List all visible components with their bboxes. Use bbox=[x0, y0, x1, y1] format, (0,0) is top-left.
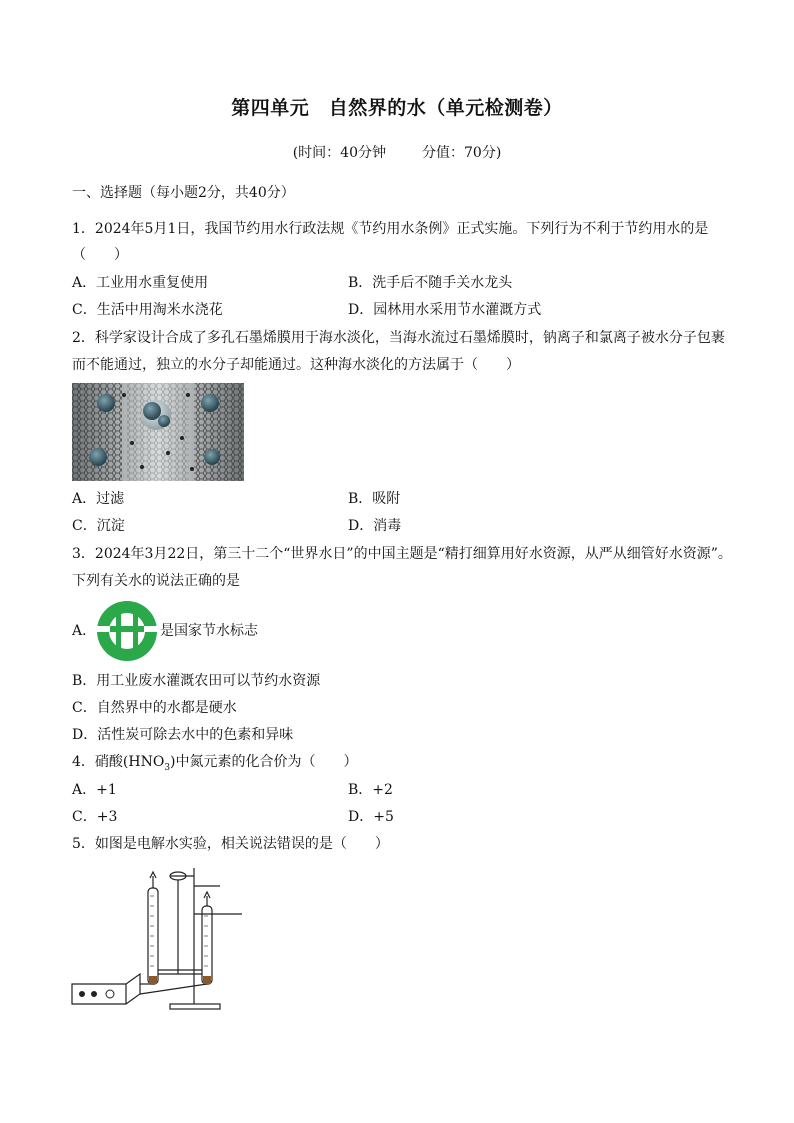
q2-option-b: B．吸附 bbox=[348, 491, 401, 507]
water-saving-logo-icon bbox=[96, 600, 158, 662]
q3-option-a-text: 是国家节水标志 bbox=[160, 623, 258, 639]
q1-stem-line2: （ ） bbox=[72, 247, 128, 263]
q4-option-c: C．+3 bbox=[72, 809, 118, 825]
q1-stem-line1: 1．2024年5月1日，我国节约用水行政法规《节约用水条例》正式实施。下列行为不利于节约用水的是 bbox=[72, 221, 709, 237]
time-info: (时间：40分钟 bbox=[292, 145, 386, 161]
q4-option-d: D．+5 bbox=[348, 809, 394, 825]
page-title: 第四单元 自然界的水（单元检测卷） bbox=[231, 97, 563, 119]
q1-option-a: A．工业用水重复使用 bbox=[72, 275, 209, 291]
q3-option-a-prefix: A． bbox=[72, 623, 97, 639]
score-info: 分值：70分) bbox=[422, 145, 502, 161]
q4-option-a: A．+1 bbox=[72, 782, 117, 798]
q1-option-c: C．生活中用淘米水浇花 bbox=[72, 302, 223, 318]
q3-stem-line2: 下列有关水的说法正确的是 bbox=[72, 573, 240, 589]
q4-option-b: B．+2 bbox=[348, 782, 393, 798]
exam-info bbox=[0, 143, 794, 163]
q4-stem: 4．硝酸$(HNO_3)$中氮元素的化合价为（ ） bbox=[72, 754, 358, 773]
q1-option-d: D．园林用水采用节水灌溉方式 bbox=[348, 302, 542, 318]
q3-option-b: B．用工业废水灌溉农田可以节约水资源 bbox=[72, 673, 321, 689]
q3-stem-line1: 3．2024年3月22日，第三十二个“世界水日”的中国主题是“精打细算用好水资源，从严从细管好水资源”。 bbox=[72, 546, 732, 562]
graphene-membrane-image bbox=[72, 383, 244, 481]
q2-option-c: C．沉淀 bbox=[72, 518, 125, 534]
q2-stem-line1: 2．科学家设计合成了多孔石墨烯膜用于海水淡化，当海水流过石墨烯膜时，钠离子和氯离子被水分子包裹 bbox=[72, 330, 725, 346]
q3-option-d: D．活性炭可除去水中的色素和异味 bbox=[72, 727, 294, 743]
q2-option-a: A．过滤 bbox=[72, 491, 125, 507]
q3-option-c: C．自然界中的水都是硬水 bbox=[72, 700, 237, 716]
electrolysis-apparatus-diagram bbox=[70, 866, 250, 1016]
q2-option-d: D．消毒 bbox=[348, 518, 402, 534]
q2-stem-line2: 而不能通过，独立的水分子却能通过。这种海水淡化的方法属于（ ） bbox=[72, 357, 520, 373]
q1-option-b: B．洗手后不随手关水龙头 bbox=[348, 275, 513, 291]
q5-stem: 5．如图是电解水实验，相关说法错误的是（ ） bbox=[72, 836, 389, 852]
section-heading: 一、选择题（每小题2分，共40分） bbox=[72, 185, 295, 201]
